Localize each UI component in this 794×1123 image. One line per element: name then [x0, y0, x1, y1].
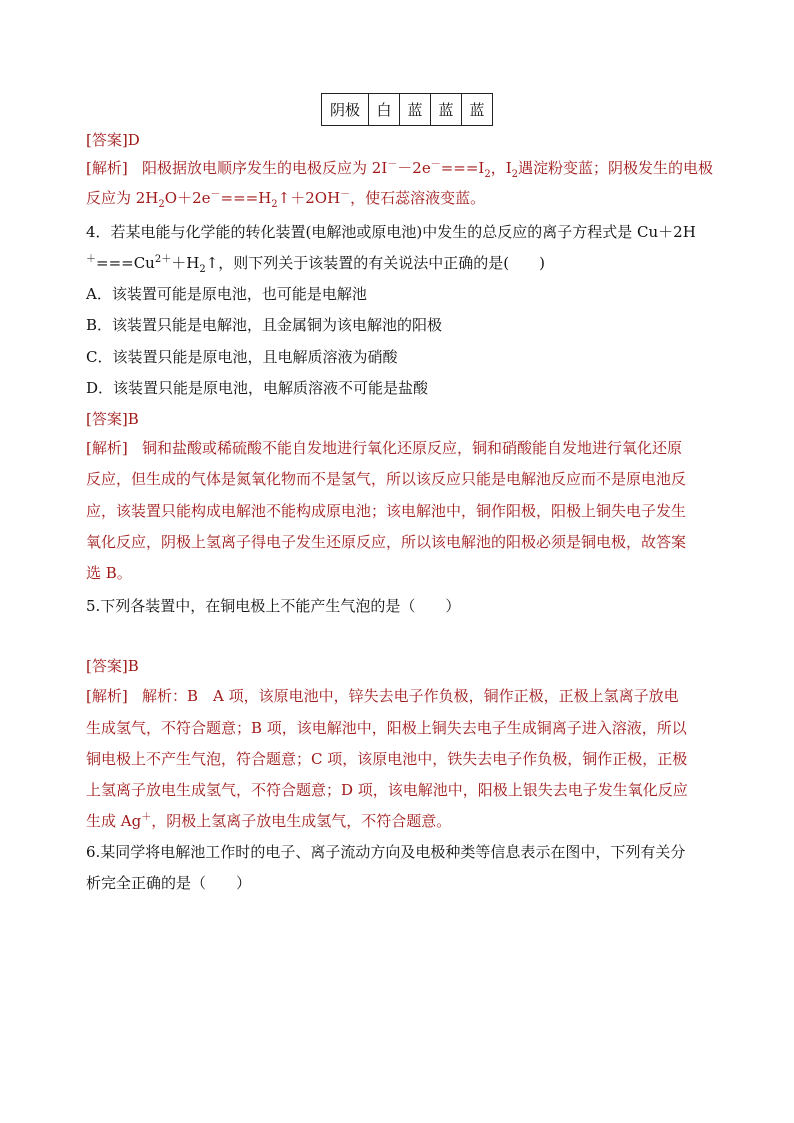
text: 反应为 2H	[86, 189, 159, 207]
text: 2	[199, 264, 206, 275]
q5-stem: 5.下列各装置中，在铜电极上不能产生气泡的是（ ）	[86, 597, 461, 615]
text: －2e	[397, 159, 431, 177]
q4-analysis-line-5: 选 B。	[86, 564, 132, 582]
text: ，I	[490, 159, 512, 177]
q3-analysis-line-1	[86, 158, 713, 178]
text: 遇淀粉变蓝；阴极发生的电极	[518, 159, 714, 177]
q4-analysis-line-4: 氧化反应，阴极上氢离子得电子发生还原反应，所以该电解池的阳极必须是铜电极，故答案	[86, 533, 687, 551]
q4-stem-line-1: 4．若某电能与化学能的转化装置(电解池或原电池)中发生的总反应的离子方程式是 Cu＋2H	[86, 223, 696, 241]
text: ===H	[220, 189, 272, 207]
text: ＋	[86, 254, 96, 265]
text: ＋	[141, 812, 152, 823]
table-cell: 白	[369, 94, 400, 126]
text: ，使石蕊溶液变蓝。	[350, 189, 486, 207]
table-cell: 蓝	[462, 94, 493, 126]
answer-value: B	[127, 410, 139, 428]
table-cell: 蓝	[400, 94, 431, 126]
q4-option-b: B．该装置只能是电解池，且金属铜为该电解池的阳极	[86, 316, 443, 334]
q4-option-d: D．该装置只能是原电池，电解质溶液不可能是盐酸	[86, 379, 429, 397]
q5-analysis-line-2: 生成氢气，不符合题意；B 项，该电解池中，阳极上铜失去电子生成铜离子进入溶液，所以	[86, 719, 687, 737]
answer-tag: [答案]	[86, 131, 128, 149]
q5-analysis-line-5	[86, 811, 451, 831]
q5-analysis-line-3: 铜电极上不产生气泡，符合题意；C 项，该原电池中，铁失去电子作负极，铜作正极，正极	[86, 750, 688, 768]
table-cell: 蓝	[431, 94, 462, 126]
text: ===Cu	[96, 254, 155, 272]
answer-tag: [答案]	[86, 410, 128, 428]
q6-stem-line-2: 析完全正确的是（ ）	[86, 874, 252, 892]
text: ，阴极上氢离子放电生成氢气，不符合题意。	[151, 812, 452, 830]
text: O＋2e	[164, 189, 211, 207]
answer-value: B	[127, 657, 139, 675]
text: 2	[484, 169, 491, 180]
q4-analysis-line-3: 应，该装置只能构成电解池不能构成原电池；该电解池中，铜作阳极，阳极上铜失电子发生	[86, 502, 687, 520]
q5-analysis-line-1	[86, 686, 679, 706]
answer-tag: [答案]	[86, 657, 128, 675]
answer-value: D	[127, 131, 140, 149]
text: 阳极据放电顺序发生的电极反应为 2I	[142, 159, 388, 177]
q4-analysis-line-1	[86, 438, 682, 458]
text: 2	[511, 169, 519, 180]
text: 2	[158, 199, 165, 210]
q5-answer	[86, 656, 139, 676]
q4-option-c: C．该装置只能是原电池，且电解质溶液为硝酸	[86, 348, 398, 366]
q4-analysis-line-2: 反应，但生成的气体是氮氧化物而不是氢气，所以该反应只能是电解池反应而不是原电池反	[86, 470, 687, 488]
text: －	[430, 159, 441, 170]
text: 2	[271, 199, 278, 210]
analysis-tag: [解析]	[86, 439, 128, 457]
q4-answer	[86, 409, 139, 429]
text: ↑，则下列关于该装置的有关说法中正确的是( )	[205, 254, 545, 272]
text: 生成 Ag	[86, 812, 142, 830]
q5-analysis-line-4: 上氢离子放电生成氢气，不符合题意；D 项，该电解池中，阳极上银失去电子发生氧化反应	[86, 781, 688, 799]
text: ===I	[440, 159, 485, 177]
q6-stem-line-1: 6.某同学将电解池工作时的电子、离子流动方向及电极种类等信息表示在图中，下列有关分	[86, 843, 686, 861]
text: ＋H	[171, 254, 200, 272]
text: ↑＋2OH	[277, 189, 341, 207]
q3-analysis-line-2	[86, 188, 485, 208]
text: －	[210, 189, 221, 200]
q4-stem-line-2	[86, 253, 545, 273]
text: 解析：B A 项，该原电池中，锌失去电子作负极，铜作正极，正极上氢离子放电	[142, 687, 679, 705]
table-row	[322, 94, 493, 126]
text: －	[387, 159, 398, 170]
analysis-tag: [解析]	[86, 159, 128, 177]
text: 铜和盐酸或稀硫酸不能自发地进行氧化还原反应，铜和硝酸能自发地进行氧化还原	[142, 439, 683, 457]
text: －	[340, 189, 351, 200]
table-cell: 阴极	[322, 94, 369, 126]
q4-option-a: A．该装置可能是原电池，也可能是电解池	[86, 285, 367, 303]
result-table	[321, 93, 493, 126]
q3-answer	[86, 130, 140, 150]
analysis-tag: [解析]	[86, 687, 128, 705]
text: 2＋	[154, 254, 172, 265]
